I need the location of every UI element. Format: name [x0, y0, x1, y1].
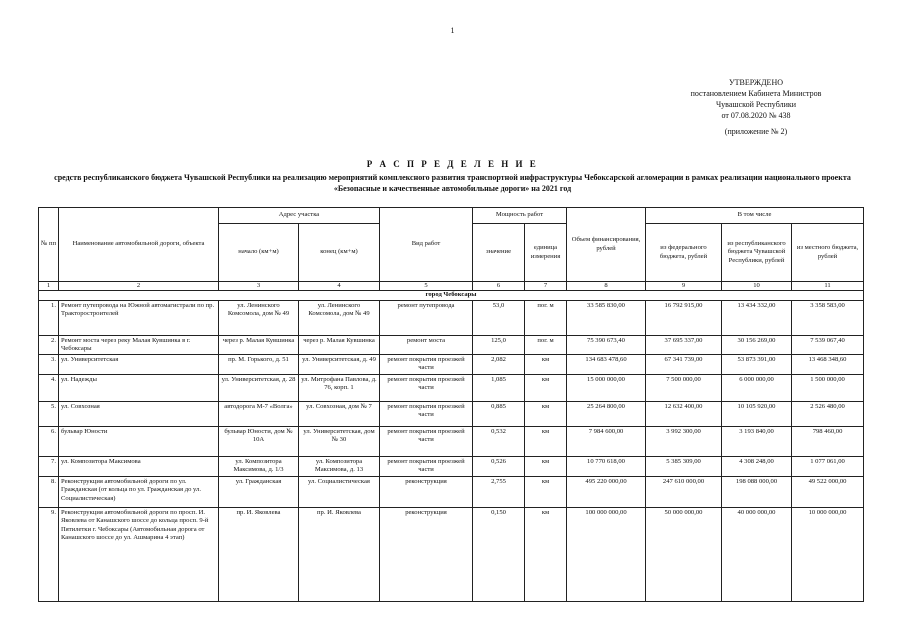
funding-total: 100 000 000,00 [567, 508, 646, 602]
address-end: ул. Ленинского Комсомола, дом № 49 [299, 300, 380, 335]
funding-total: 15 000 000,00 [567, 375, 646, 402]
address-start: автодорога М-7 «Волга» [219, 402, 299, 427]
funding-federal: 247 610 000,00 [646, 477, 722, 508]
table-row [39, 402, 864, 427]
address-start: ул. Композитора Максимова, д. 1/3 [219, 457, 299, 477]
funding-local: 49 522 000,00 [792, 477, 864, 508]
col-number: 1 [39, 282, 59, 291]
capacity-value: 0,526 [473, 457, 525, 477]
header-including: В том числе [646, 208, 864, 224]
table-row [39, 335, 864, 355]
address-start: ул. Гражданская [219, 477, 299, 508]
col-number: 5 [380, 282, 473, 291]
road-name: ул. Композитора Максимова [59, 457, 219, 477]
col-number: 8 [567, 282, 646, 291]
address-end: пр. И. Яковлева [299, 508, 380, 602]
address-end: ул. Университетская, дом № 30 [299, 427, 380, 457]
header-start: начало (км+м) [219, 224, 299, 282]
approval-block [650, 77, 862, 137]
address-start: бульвар Юности, дом № 10А [219, 427, 299, 457]
funding-federal: 3 992 300,00 [646, 427, 722, 457]
col-number: 6 [473, 282, 525, 291]
table-row [39, 508, 864, 602]
row-number: 8. [39, 477, 59, 508]
capacity-value: 2,082 [473, 355, 525, 375]
capacity-unit: км [525, 508, 567, 602]
road-name: бульвар Юности [59, 427, 219, 457]
header-value: значение [473, 224, 525, 282]
funding-federal: 5 385 309,00 [646, 457, 722, 477]
funding-local: 1 077 061,00 [792, 457, 864, 477]
address-end: ул. Университетская, д. 49 [299, 355, 380, 375]
road-name: Реконструкция автомобильной дороги по ул. Гражданская (от кольца по ул. Гражданская до ул. Социалистическая) [59, 477, 219, 508]
address-start: пр. И. Яковлева [219, 508, 299, 602]
row-number: 7. [39, 457, 59, 477]
funding-local: 1 500 000,00 [792, 375, 864, 402]
address-end: ул. Композитора Максимова, д. 13 [299, 457, 380, 477]
capacity-value: 0,532 [473, 427, 525, 457]
funding-federal: 16 792 915,00 [646, 300, 722, 335]
capacity-unit: км [525, 477, 567, 508]
funding-republic: 10 105 920,00 [722, 402, 792, 427]
funding-federal: 7 500 000,00 [646, 375, 722, 402]
col-number: 2 [59, 282, 219, 291]
work-type: реконструкция [380, 477, 473, 508]
row-number: 3. [39, 355, 59, 375]
header-federal: из федерального бюджета, рублей [646, 224, 722, 282]
capacity-unit: км [525, 355, 567, 375]
row-number: 2. [39, 335, 59, 355]
work-type: ремонт покрытия проезжей части [380, 402, 473, 427]
table-row [39, 375, 864, 402]
table-row [39, 355, 864, 375]
col-number: 11 [792, 282, 864, 291]
header-unit: единица измерения [525, 224, 567, 282]
funding-local: 3 358 583,00 [792, 300, 864, 335]
header-work-type: Вид работ [380, 208, 473, 282]
funding-republic: 53 873 391,00 [722, 355, 792, 375]
address-start: через р. Малая Кувшинка [219, 335, 299, 355]
funding-local: 7 539 067,40 [792, 335, 864, 355]
address-end: ул. Социалистическая [299, 477, 380, 508]
funding-federal: 50 000 000,00 [646, 508, 722, 602]
capacity-value: 0,150 [473, 508, 525, 602]
funding-total: 25 264 800,00 [567, 402, 646, 427]
road-name: ул. Совхозная [59, 402, 219, 427]
work-type: ремонт покрытия проезжей части [380, 355, 473, 375]
work-type: ремонт моста [380, 335, 473, 355]
address-start: пр. М. Горького, д. 51 [219, 355, 299, 375]
capacity-unit: пог. м [525, 300, 567, 335]
capacity-value: 0,885 [473, 402, 525, 427]
col-number: 10 [722, 282, 792, 291]
funding-republic: 4 308 248,00 [722, 457, 792, 477]
header-capacity: Мощность работ [473, 208, 567, 224]
funding-republic: 13 434 332,00 [722, 300, 792, 335]
header-end: конец (км+м) [299, 224, 380, 282]
capacity-value: 1,085 [473, 375, 525, 402]
table-row [39, 477, 864, 508]
document-subtitle: средств республиканского бюджета Чувашской Республики на реализацию мероприятий комплексного развития транспортной инфраструктуры Чебоксарской агломерации в рамках реализации национального проекта «Безопасные и качественные автомобильные дороги» на 2021 год [54, 173, 851, 193]
road-name: ул. Надежды [59, 375, 219, 402]
work-type: ремонт покрытия проезжей части [380, 427, 473, 457]
table-row [39, 457, 864, 477]
address-end: через р. Малая Кувшинка [299, 335, 380, 355]
col-number: 9 [646, 282, 722, 291]
address-start: ул. Ленинского Комсомола, дом № 49 [219, 300, 299, 335]
header-local: из местного бюджета, рублей [792, 224, 864, 282]
col-number: 4 [299, 282, 380, 291]
table-row [39, 427, 864, 457]
work-type: реконструкция [380, 508, 473, 602]
page-number: 1 [450, 26, 455, 35]
distribution-table [38, 207, 864, 602]
address-start: ул. Университетская, д. 28 [219, 375, 299, 402]
capacity-value: 2,755 [473, 477, 525, 508]
funding-total: 495 220 000,00 [567, 477, 646, 508]
header-address: Адрес участка [219, 208, 380, 224]
table-row [39, 300, 864, 335]
funding-total: 10 770 618,00 [567, 457, 646, 477]
funding-total: 7 984 600,00 [567, 427, 646, 457]
work-type: ремонт покрытия проезжей части [380, 457, 473, 477]
road-name: Реконструкция автомобильной дороги по просп. И. Яковлева от Канашского шоссе до кольца просп. 9-й Пятилетки г. Чебоксары (Автомобильная дорога от Канашского шоссе до ул. Ашмарина 4 этап) [59, 508, 219, 602]
road-name: Ремонт путепровода на Южной автомагистрали по пр. Тракторостроителей [59, 300, 219, 335]
capacity-unit: пог. м [525, 335, 567, 355]
work-type: ремонт покрытия проезжей части [380, 375, 473, 402]
address-end: ул. Митрофана Павлова, д. 76, корп. 1 [299, 375, 380, 402]
funding-federal: 37 695 337,00 [646, 335, 722, 355]
funding-total: 134 683 478,60 [567, 355, 646, 375]
approval-line: постановлением Кабинета Министров [690, 89, 822, 98]
capacity-unit: км [525, 402, 567, 427]
row-number: 9. [39, 508, 59, 602]
funding-republic: 3 193 840,00 [722, 427, 792, 457]
funding-republic: 40 000 000,00 [722, 508, 792, 602]
col-number: 7 [525, 282, 567, 291]
funding-federal: 12 632 400,00 [646, 402, 722, 427]
approval-date: от 07.08.2020 № 438 [721, 111, 791, 120]
row-number: 4. [39, 375, 59, 402]
funding-federal: 67 341 739,00 [646, 355, 722, 375]
header-name: Наименование автомобильной дороги, объекта [59, 208, 219, 282]
work-type: ремонт путепровода [380, 300, 473, 335]
funding-republic: 198 088 000,00 [722, 477, 792, 508]
funding-local: 798 460,00 [792, 427, 864, 457]
row-number: 5. [39, 402, 59, 427]
col-number: 3 [219, 282, 299, 291]
funding-total: 33 585 830,00 [567, 300, 646, 335]
funding-local: 10 000 000,00 [792, 508, 864, 602]
road-name: Ремонт моста через реку Малая Кувшинка в г. Чебоксары [59, 335, 219, 355]
row-number: 6. [39, 427, 59, 457]
appendix-note: (приложение № 2) [724, 127, 788, 136]
capacity-unit: км [525, 427, 567, 457]
capacity-unit: км [525, 457, 567, 477]
capacity-value: 125,0 [473, 335, 525, 355]
funding-local: 13 468 348,60 [792, 355, 864, 375]
funding-republic: 6 000 000,00 [722, 375, 792, 402]
document-title: Р А С П Р Е Д Е Л Е Н И Е [366, 159, 539, 169]
header-num: № пп [39, 208, 59, 282]
approval-line: Чувашской Республики [715, 100, 797, 109]
capacity-unit: км [525, 375, 567, 402]
capacity-value: 53,0 [473, 300, 525, 335]
row-number: 1. [39, 300, 59, 335]
header-funding: Объем финансирования, рублей [567, 208, 646, 282]
address-end: ул. Совхозная, дом № 7 [299, 402, 380, 427]
approval-title: УТВЕРЖДЕНО [728, 78, 783, 87]
funding-republic: 30 156 269,00 [722, 335, 792, 355]
city-heading: город Чебоксары [39, 291, 864, 300]
funding-local: 2 526 480,00 [792, 402, 864, 427]
funding-total: 75 390 673,40 [567, 335, 646, 355]
road-name: ул. Университетская [59, 355, 219, 375]
header-republic: из республиканского бюджета Чувашской Республики, рублей [722, 224, 792, 282]
